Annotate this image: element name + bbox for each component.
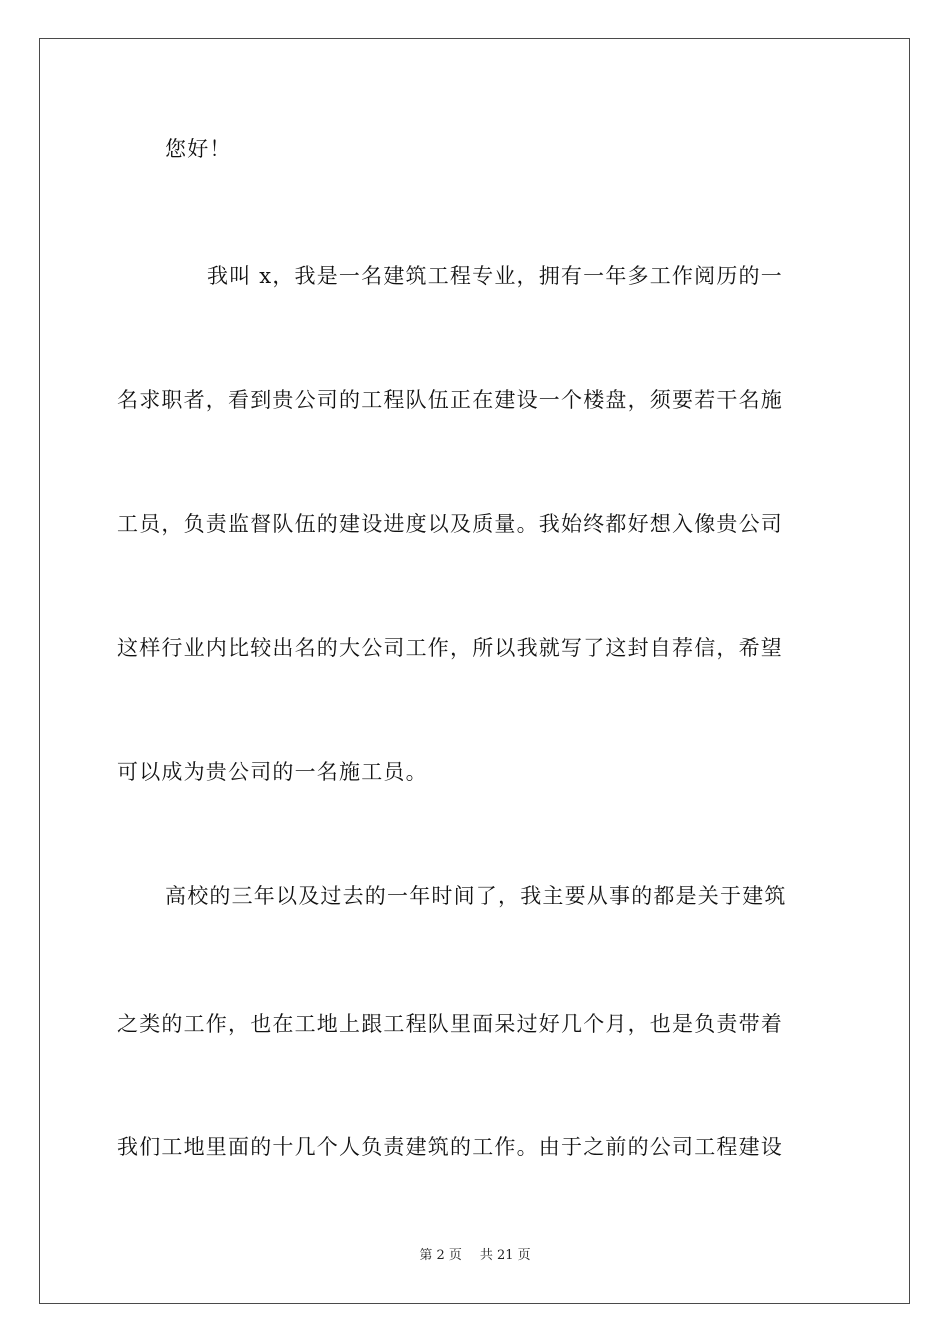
paragraph-line: 这样行业内比较出名的大公司工作，所以我就写了这封自荐信，希望 — [117, 636, 783, 660]
paragraph-line: 我叫 x，我是一名建筑工程专业，拥有一年多工作阅历的一 — [207, 264, 783, 288]
paragraph-line: 之类的工作，也在工地上跟工程队里面呆过好几个月，也是负责带着 — [117, 1012, 783, 1036]
paragraph-line: 工员，负责监督队伍的建设进度以及质量。我始终都好想入像贵公司 — [117, 512, 783, 536]
page-number: 第 2 页 — [419, 1248, 462, 1263]
paragraph-line: 名求职者，看到贵公司的工程队伍正在建设一个楼盘，须要若干名施 — [117, 388, 783, 412]
paragraph-line: 可以成为贵公司的一名施工员。 — [117, 760, 428, 784]
paragraph-line: 我们工地里面的十几个人负责建筑的工作。由于之前的公司工程建设 — [117, 1135, 783, 1159]
greeting-text: 您好！ — [165, 137, 232, 161]
page-footer — [0, 1248, 950, 1264]
page-total: 共 21 页 — [479, 1248, 531, 1263]
page-border — [39, 38, 910, 1304]
paragraph-line: 高校的三年以及过去的一年时间了，我主要从事的都是关于建筑 — [165, 884, 787, 908]
